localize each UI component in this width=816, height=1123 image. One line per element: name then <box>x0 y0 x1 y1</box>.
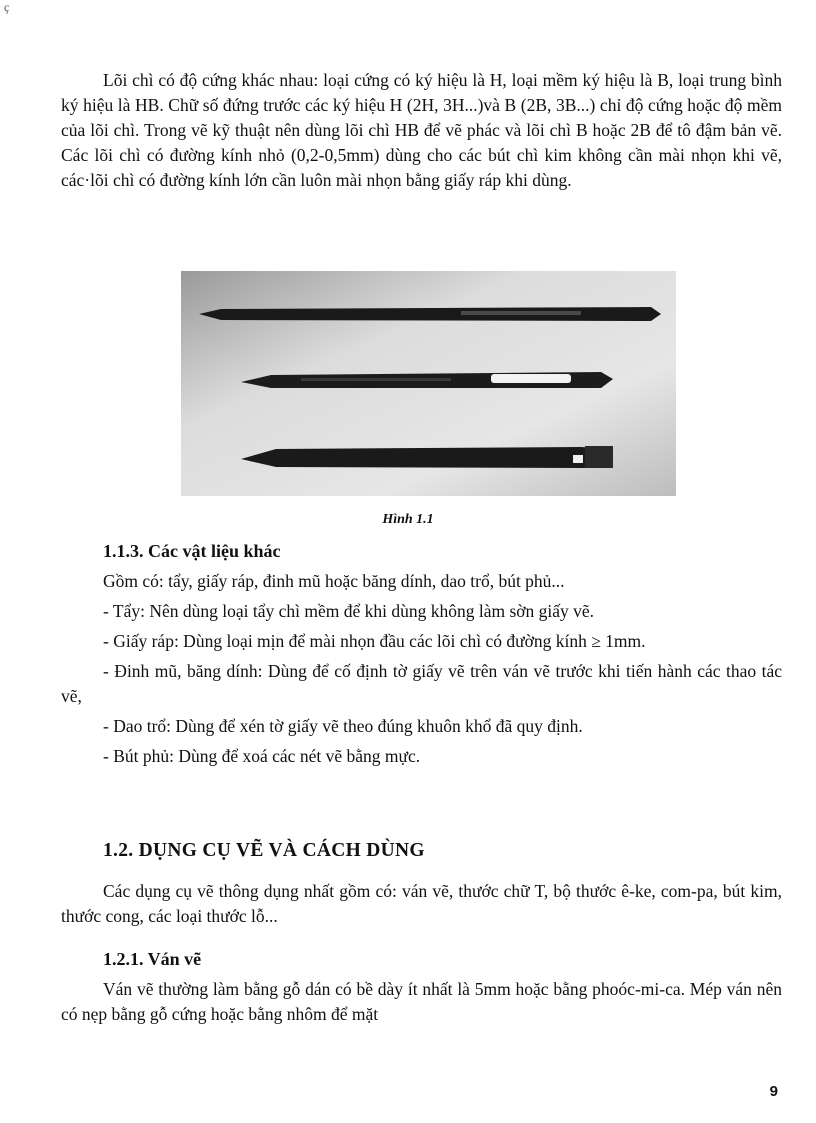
section-12 <box>61 838 782 929</box>
list-item: - Bút phủ: Dùng để xoá các nét vẽ bằng mực. <box>103 746 421 766</box>
section-113-heading: 1.1.3. Các vật liệu khác <box>103 541 281 561</box>
list-item: - Tẩy: Nên dùng loại tẩy chì mềm để khi dùng không làm sờn giấy vẽ. <box>103 601 595 621</box>
pencils-photo <box>181 271 676 496</box>
list-item: - Đinh mũ, băng dính: Dùng để cố định tờ giấy vẽ trên ván vẽ trước khi tiến hành các thao tác vẽ, <box>61 661 782 706</box>
section-113-intro: Gồm có: tẩy, giấy ráp, đinh mũ hoặc băng dính, dao trổ, bút phủ... <box>103 571 565 591</box>
figure-caption: Hình 1.1 <box>382 512 434 527</box>
pencils-illustration <box>181 271 676 496</box>
pencil-top <box>199 307 661 321</box>
section-121-paragraph: Ván vẽ thường làm bằng gỗ dán có bề dày ít nhất là 5mm hoặc bằng phoóc-mi-ca. Mép ván nên có nẹp bằng gỗ cứng hoặc bằng nhôm để mặt <box>61 979 782 1024</box>
pencil-bottom <box>241 446 613 468</box>
section-113 <box>61 538 782 769</box>
intro-paragraph: Lõi chì có độ cứng khác nhau: loại cứng có ký hiệu là H, loại mềm ký hiệu là B, loại trung bình ký hiệu là HB. Chữ số đứng trước các ký hiệu H (2H, 3H...)và B (2B, 3B...) chỉ độ cứng hoặc độ mềm của lõi chì. Trong vẽ kỹ thuật nên dùng lõi chì HB để vẽ phác và lõi chì B hoặc 2B để tô đậm bản vẽ. Các lõi chì có đường kính nhỏ (0,2-0,5mm) dùng cho các bút chì kim không cần mài nhọn khi vẽ, các·lõi chì có đường kính lớn cần luôn mài nhọn bằng giấy ráp khi dùng. <box>61 70 782 190</box>
list-item: - Dao trổ: Dùng để xén tờ giấy vẽ theo đúng khuôn khổ đã quy định. <box>103 716 583 736</box>
scan-mark: ç <box>4 0 10 14</box>
page-number: 9 <box>769 1083 778 1100</box>
list-item: - Giấy ráp: Dùng loại mịn để mài nhọn đầu các lõi chì có đường kính ≥ 1mm. <box>103 631 646 651</box>
section-12-heading: 1.2. DỤNG CỤ VẼ VÀ CÁCH DÙNG <box>103 840 425 861</box>
section-12-paragraph: Các dụng cụ vẽ thông dụng nhất gồm có: ván vẽ, thước chữ T, bộ thước ê-ke, com-pa, bút kim, thước cong, các loại thước lỗ... <box>61 881 782 926</box>
section-121-heading: 1.2.1. Ván vẽ <box>103 949 202 969</box>
intro-block <box>61 68 782 193</box>
section-121 <box>61 946 782 1027</box>
